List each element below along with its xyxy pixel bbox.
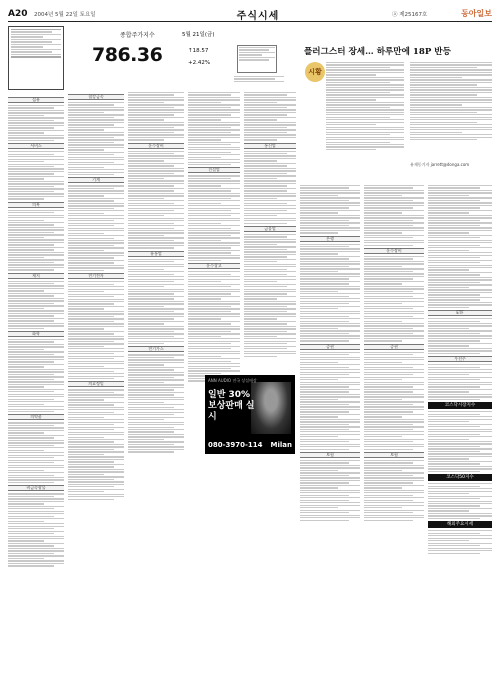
stock-table-col-5 xyxy=(244,92,296,358)
stock-table-col-1 xyxy=(8,95,64,568)
index-value: 786.36 xyxy=(92,44,163,66)
ad-phone: 080-3970-114 xyxy=(208,441,263,449)
category-header: 서비스 xyxy=(8,143,64,149)
section-title: 주식시세 xyxy=(236,11,280,22)
article-body-1 xyxy=(326,62,404,151)
category-header: 운수창고 xyxy=(188,263,240,269)
category-header: 섬유 xyxy=(8,97,64,103)
category-header: 통신업 xyxy=(244,143,296,149)
category-header: 보험 xyxy=(300,452,360,458)
category-header: 은행 xyxy=(300,236,360,242)
issue-number: ⓐ 제25167호 xyxy=(392,12,428,18)
category-header: 화학 xyxy=(8,331,64,337)
category-header: 비금속광물 xyxy=(8,485,64,491)
issue-date: 2004년 5월 22일 토요일 xyxy=(34,11,96,18)
article-byline: 유재동기자 jarrett@donga.com xyxy=(410,162,470,167)
category-header: 철강금속 xyxy=(68,94,124,100)
index-change-percent: +2.42% xyxy=(188,60,211,66)
index-box-header: 코스닥50지수 xyxy=(428,474,492,481)
article-headline: 플러그스터 장세… 하루만에 18P 반등 xyxy=(304,47,451,57)
kospi-index-box xyxy=(92,30,232,80)
advertisement xyxy=(205,375,295,454)
stock-table-col-6 xyxy=(300,185,360,522)
stock-table-col-8 xyxy=(428,185,492,555)
category-header: 건설업 xyxy=(188,167,240,173)
category-header: 운수장비 xyxy=(364,248,424,254)
ad-top-text: ANN AUDIO 전국 상설매장 xyxy=(208,378,257,383)
category-header: 우선주 xyxy=(428,356,492,362)
category-header: 전기전자 xyxy=(68,273,124,279)
category-header: 기계 xyxy=(68,177,124,183)
category-header: 보험 xyxy=(364,452,424,458)
category-header: 금융업 xyxy=(244,226,296,232)
index-date: 5월 21일(금) xyxy=(182,32,215,38)
category-header: 전기가스 xyxy=(128,346,184,352)
article-body-2 xyxy=(410,62,492,142)
market-summary-box xyxy=(8,26,64,90)
symbol-legend xyxy=(237,45,277,73)
newspaper-logo: 동아일보 xyxy=(461,8,492,18)
category-header: 유통업 xyxy=(128,251,184,257)
index-change: ↑18.57 xyxy=(188,48,209,54)
category-header: 증권 xyxy=(300,344,360,350)
stock-table-col-2 xyxy=(68,92,124,501)
index-box-header: 해외주요시세 xyxy=(428,521,492,528)
category-header: ETF xyxy=(428,310,492,316)
ad-photo xyxy=(251,382,291,434)
index-label: 종합주가지수 xyxy=(120,32,155,39)
index-box-header: 코스닥시장지수 xyxy=(428,402,492,409)
ad-brand: Milan xyxy=(270,441,292,449)
category-header: 운수장비 xyxy=(128,143,184,149)
stock-table-col-7 xyxy=(364,185,424,522)
stock-table-col-4 xyxy=(188,92,240,383)
page-header xyxy=(8,6,492,22)
category-header: 의복 xyxy=(8,202,64,208)
category-header: 증권 xyxy=(364,344,424,350)
stock-table-col-3 xyxy=(128,92,184,454)
ad-headline: 일반 30% 보상판매 실시 xyxy=(208,390,255,422)
page-number: A20 xyxy=(8,8,28,19)
category-header: 의약품 xyxy=(8,414,64,420)
category-header: 의료정밀 xyxy=(68,381,124,387)
market-badge: 시황 xyxy=(305,62,325,82)
notice-text xyxy=(234,76,284,83)
category-header: 제지 xyxy=(8,273,64,279)
